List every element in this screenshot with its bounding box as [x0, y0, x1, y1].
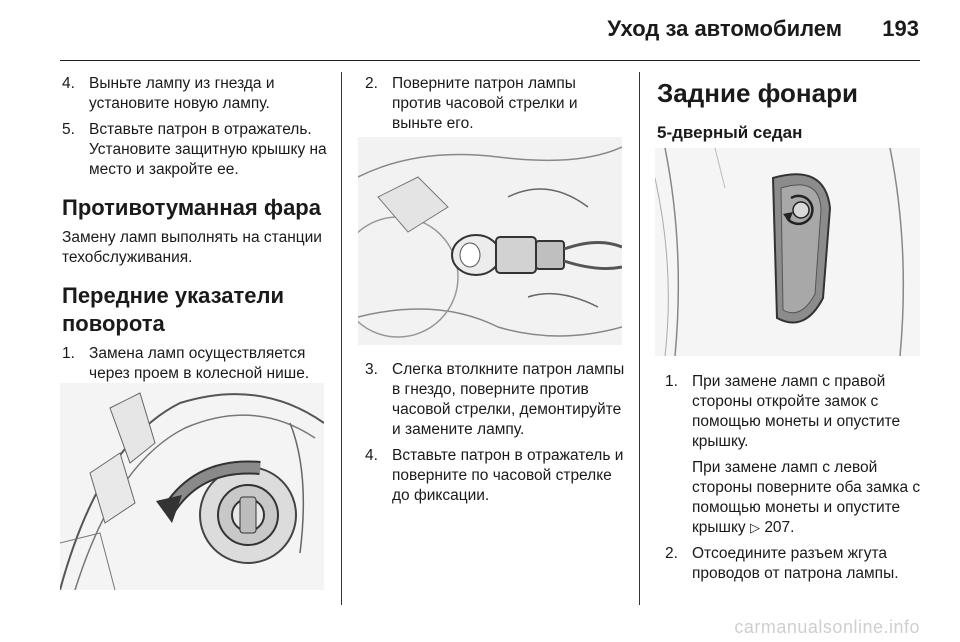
sedan-subheading: 5-дверный седан	[657, 123, 803, 142]
page-number: 193	[882, 16, 919, 41]
column-2-lower	[365, 360, 630, 512]
list-item: 3. Слегка втолкните патрон лампы в гнездо, поверните против часовой стрелки, демонтируйте и замените лампу.	[365, 361, 625, 438]
wheel-arch-illustration	[60, 383, 324, 590]
list-item: 2. Поверните патрон лампы против часовой стрелки и выньте его.	[365, 75, 578, 132]
column-3	[657, 78, 922, 152]
header-rule	[60, 60, 920, 61]
column-3-lower	[665, 372, 935, 590]
list-item: 1. При замене ламп с правой стороны откройте замок с помощью монеты и опустите крышку. При замене ламп с левой стороны поверните оба замка с помощью монеты и опустите крышку ▷ 207.	[665, 372, 935, 538]
watermark: carmanualsonline.info	[734, 617, 920, 637]
column-2	[365, 74, 627, 140]
bulb-socket-drawing	[358, 137, 622, 345]
list-item: 1. Замена ламп осуществляется через проем в колесной нише.	[62, 345, 310, 382]
step1-p2: При замене ламп с левой стороны поверните оба замка с помощью монеты и опустите крышку ▷ 207.	[692, 459, 921, 536]
page-reference[interactable]: 207.	[764, 519, 795, 536]
rear-cover-illustration	[655, 148, 920, 356]
list-item: 5. Вставьте патрон в отражатель. Установите защитную крышку на место и закройте ее.	[62, 121, 327, 178]
page-header	[0, 0, 960, 60]
fog-light-text: Замену ламп выполнять на станции техобслуживания.	[62, 229, 322, 266]
bulb-socket-illustration	[358, 137, 622, 345]
column-divider-1	[341, 72, 342, 605]
column-divider-2	[639, 72, 640, 605]
wheel-arch-drawing	[60, 383, 324, 590]
rear-lights-heading: Задние фонари	[657, 78, 858, 108]
page-ref-icon: ▷	[750, 520, 760, 535]
fog-light-heading: Противотуманная фара	[62, 195, 321, 220]
turn-signal-heading: Передние указатели поворота	[62, 283, 284, 336]
column-1	[62, 74, 327, 390]
list-item: 2. Отсоедините разъем жгута проводов от патрона лампы.	[665, 545, 899, 582]
rear-cover-drawing	[655, 148, 920, 356]
list-item: 4. Вставьте патрон в отражатель и поверните по часовой стрелке до фиксации.	[365, 447, 624, 504]
section-title: Уход за автомобилем	[607, 16, 842, 41]
list-item: 4. Выньте лампу из гнезда и установите новую лампу.	[62, 75, 275, 112]
